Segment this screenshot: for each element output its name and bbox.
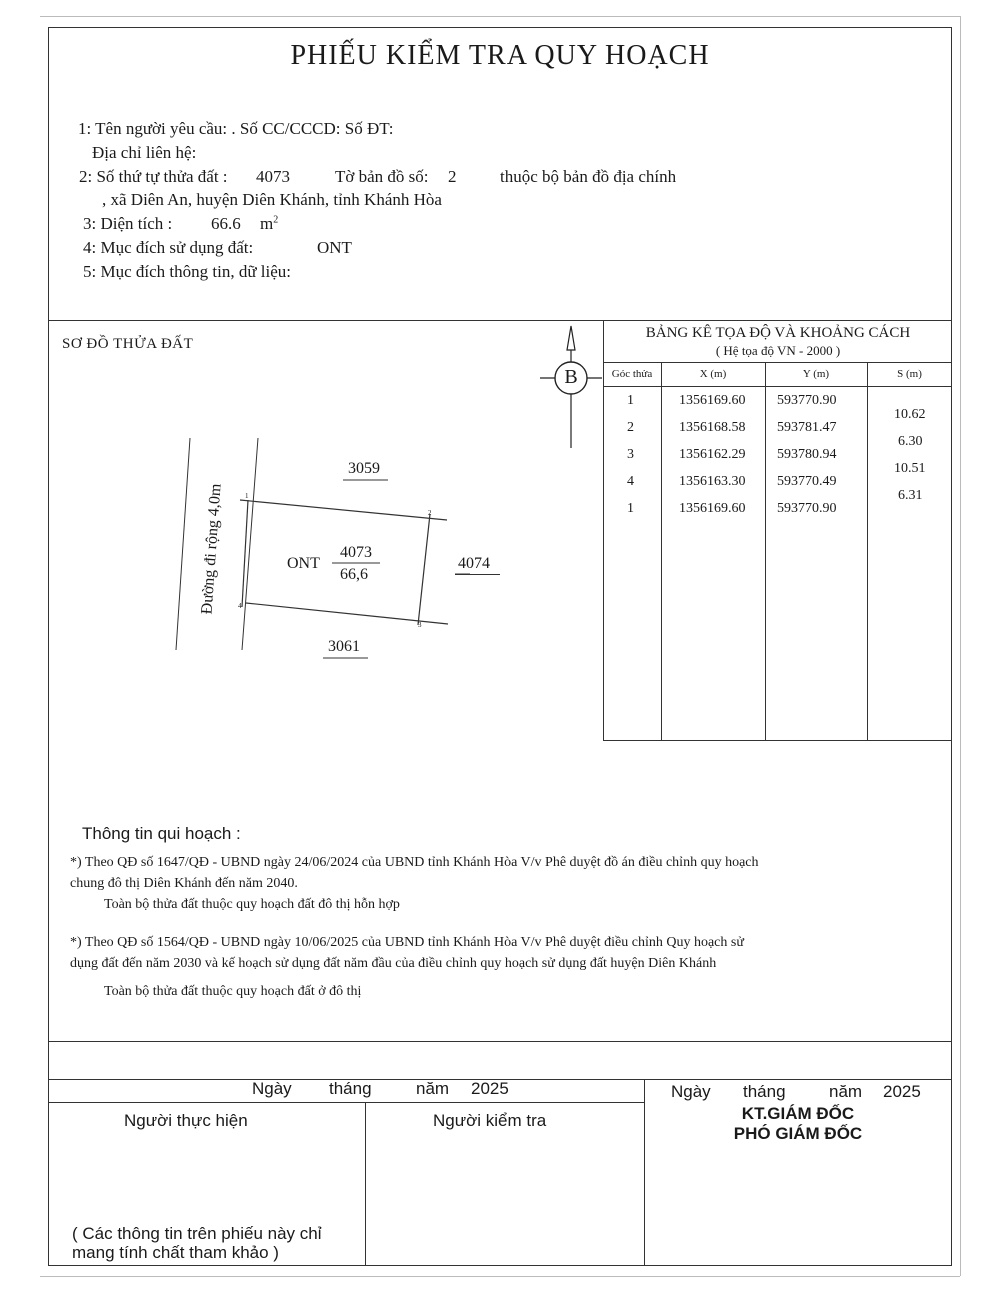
parcel-label: 2: Số thứ tự thửa đất :: [79, 167, 228, 186]
row-1-corner: 1: [627, 393, 634, 408]
row-1-x: 1356169.60: [679, 393, 746, 408]
distance-2: 6.30: [898, 434, 923, 449]
divider-info: [48, 320, 952, 321]
table-subtitle: ( Hệ tọa độ VN - 2000 ): [715, 343, 841, 358]
right-date-month: tháng: [743, 1082, 786, 1101]
underline-4074: [455, 574, 500, 575]
area-unit-text: m: [260, 214, 274, 233]
row-2-y: 593781.47: [777, 420, 837, 435]
parcel-right-boundary: [418, 514, 430, 625]
area-label: 3: Diện tích :: [83, 214, 173, 233]
parcel-number: 4073: [256, 167, 290, 186]
frame-outer-right: [960, 16, 961, 1276]
left-date-year-label: năm: [416, 1079, 450, 1098]
parcel-number-diagram: 4073: [340, 544, 372, 561]
table-title: BẢNG KÊ TỌA ĐỘ VÀ KHOẢNG CÁCH: [645, 325, 911, 341]
map-sheet-label: Tờ bản đồ số:: [335, 167, 429, 186]
table-col-3: [867, 362, 868, 741]
diagram-title: SƠ ĐỒ THỬA ĐẤT: [62, 336, 194, 352]
area-value: 66.6: [211, 214, 241, 233]
divider-planning-end: [48, 1041, 952, 1042]
frame-outer-bottom: [40, 1276, 960, 1277]
left-date-day: Ngày: [252, 1079, 292, 1098]
row-3-x: 1356162.29: [679, 447, 746, 462]
corner-4: 4: [238, 602, 242, 610]
table-header-y: Y (m): [802, 368, 830, 380]
right-date-year-label: năm: [829, 1082, 863, 1101]
row-5-x: 1356169.60: [679, 501, 746, 516]
parcel-left-boundary: [242, 500, 248, 607]
row-2-corner: 2: [627, 420, 634, 435]
planning-item2-line1: *) Theo QĐ số 1564/QĐ - UBND ngày 10/06/2025 của UBND tỉnh Khánh Hòa V/v Phê duyệt điều chỉnh Quy hoạch sử: [70, 935, 744, 950]
info-purpose-label: 5: Mục đích thông tin, dữ liệu:: [83, 262, 292, 281]
north-label: B: [564, 366, 578, 388]
area-unit: [260, 214, 278, 234]
purpose-value: ONT: [317, 238, 352, 257]
checker-label: Người kiểm tra: [433, 1111, 547, 1130]
corner-2: 2: [428, 509, 432, 517]
distance-4: 6.31: [898, 488, 923, 503]
map-sheet-number: 2: [448, 167, 457, 186]
purpose-label: 4: Mục đích sử dụng đất:: [83, 238, 254, 257]
corner-3: 3: [418, 621, 422, 629]
table-left: [603, 320, 604, 741]
row-4-y: 593770.49: [777, 474, 837, 489]
note-line-1: ( Các thông tin trên phiếu này chỉ: [72, 1224, 322, 1243]
row-3-corner: 3: [627, 447, 634, 462]
planning-item1-result: Toàn bộ thửa đất thuộc quy hoạch đất đô thị hỗn hợp: [104, 897, 400, 912]
neighbor-4074: 4074: [458, 555, 490, 572]
frame-top: [48, 27, 952, 28]
note-line-2: mang tính chất tham khảo ): [72, 1243, 279, 1262]
requester-line: 1: Tên người yêu cầu: . Số CC/CCCD: Số ĐT:: [78, 119, 394, 138]
area-unit-sup: 2: [273, 214, 279, 226]
parcel-area-diagram: 66,6: [340, 566, 368, 583]
table-col-1: [661, 362, 662, 741]
location: , xã Diên An, huyện Diên Khánh, tỉnh Khánh Hòa: [102, 190, 442, 209]
row-5-y: 593770.90: [777, 501, 837, 516]
table-header-top: [603, 362, 952, 363]
director-line-2: PHÓ GIÁM ĐỐC: [733, 1124, 863, 1143]
distance-3: 10.51: [894, 461, 926, 476]
frame-bottom: [48, 1265, 952, 1266]
corner-1: 1: [245, 492, 249, 500]
north-arrow-head: [567, 326, 575, 350]
row-3-y: 593780.94: [777, 447, 837, 462]
table-header-bottom: [603, 386, 952, 387]
row-1-y: 593770.90: [777, 393, 837, 408]
right-date-year: 2025: [883, 1082, 921, 1101]
road-edge-left: [176, 438, 190, 650]
planning-item2-line2: dụng đất đến năm 2030 và kế hoạch sử dụng đất năm đầu của điều chỉnh quy hoạch sử dụng đất huyện Diên Khánh: [70, 956, 717, 971]
row-4-x: 1356163.30: [679, 474, 746, 489]
table-col-2: [765, 362, 766, 741]
planning-item1-line1: *) Theo QĐ số 1647/QĐ - UBND ngày 24/06/2024 của UBND tỉnh Khánh Hòa V/v Phê duyệt đồ án điều chỉnh quy hoạch: [70, 855, 759, 870]
road-label: Đường đi rộng 4,0m: [198, 483, 225, 615]
row-5-corner: 1: [627, 501, 634, 516]
director-line-1: KT.GIÁM ĐỐC: [741, 1104, 855, 1123]
divider-sig-vertical-1: [365, 1102, 366, 1265]
right-date-day: Ngày: [671, 1082, 711, 1101]
table-header-s: S (m): [897, 368, 922, 380]
address-label: Địa chỉ liên hệ:: [92, 143, 197, 162]
land-type: ONT: [287, 555, 320, 572]
divider-sig-header: [48, 1102, 644, 1103]
left-date-month: tháng: [329, 1079, 372, 1098]
row-2-x: 1356168.58: [679, 420, 746, 435]
left-date-year: 2025: [471, 1079, 509, 1098]
table-header-x: X (m): [699, 368, 727, 380]
planning-item2-result: Toàn bộ thửa đất thuộc quy hoạch đất ở đô thị: [104, 984, 362, 999]
neighbor-3061: 3061: [328, 638, 360, 655]
row-4-corner: 4: [627, 474, 634, 489]
parcel-top-boundary: [240, 500, 447, 520]
map-set: thuộc bộ bản đồ địa chính: [500, 167, 677, 186]
table-header-corner: Góc thửa: [611, 368, 653, 380]
road-edge-right: [242, 438, 258, 650]
planning-heading: Thông tin qui hoạch :: [82, 824, 241, 843]
table-bottom: [603, 740, 952, 741]
performer-label: Người thực hiện: [124, 1111, 248, 1130]
neighbor-3059: 3059: [348, 460, 380, 477]
planning-item1-line2: chung đô thị Diên Khánh đến năm 2040.: [70, 876, 298, 891]
distance-1: 10.62: [894, 407, 926, 422]
frame-outer-top: [40, 16, 960, 17]
page-title: PHIẾU KIỂM TRA QUY HOẠCH: [290, 40, 710, 71]
